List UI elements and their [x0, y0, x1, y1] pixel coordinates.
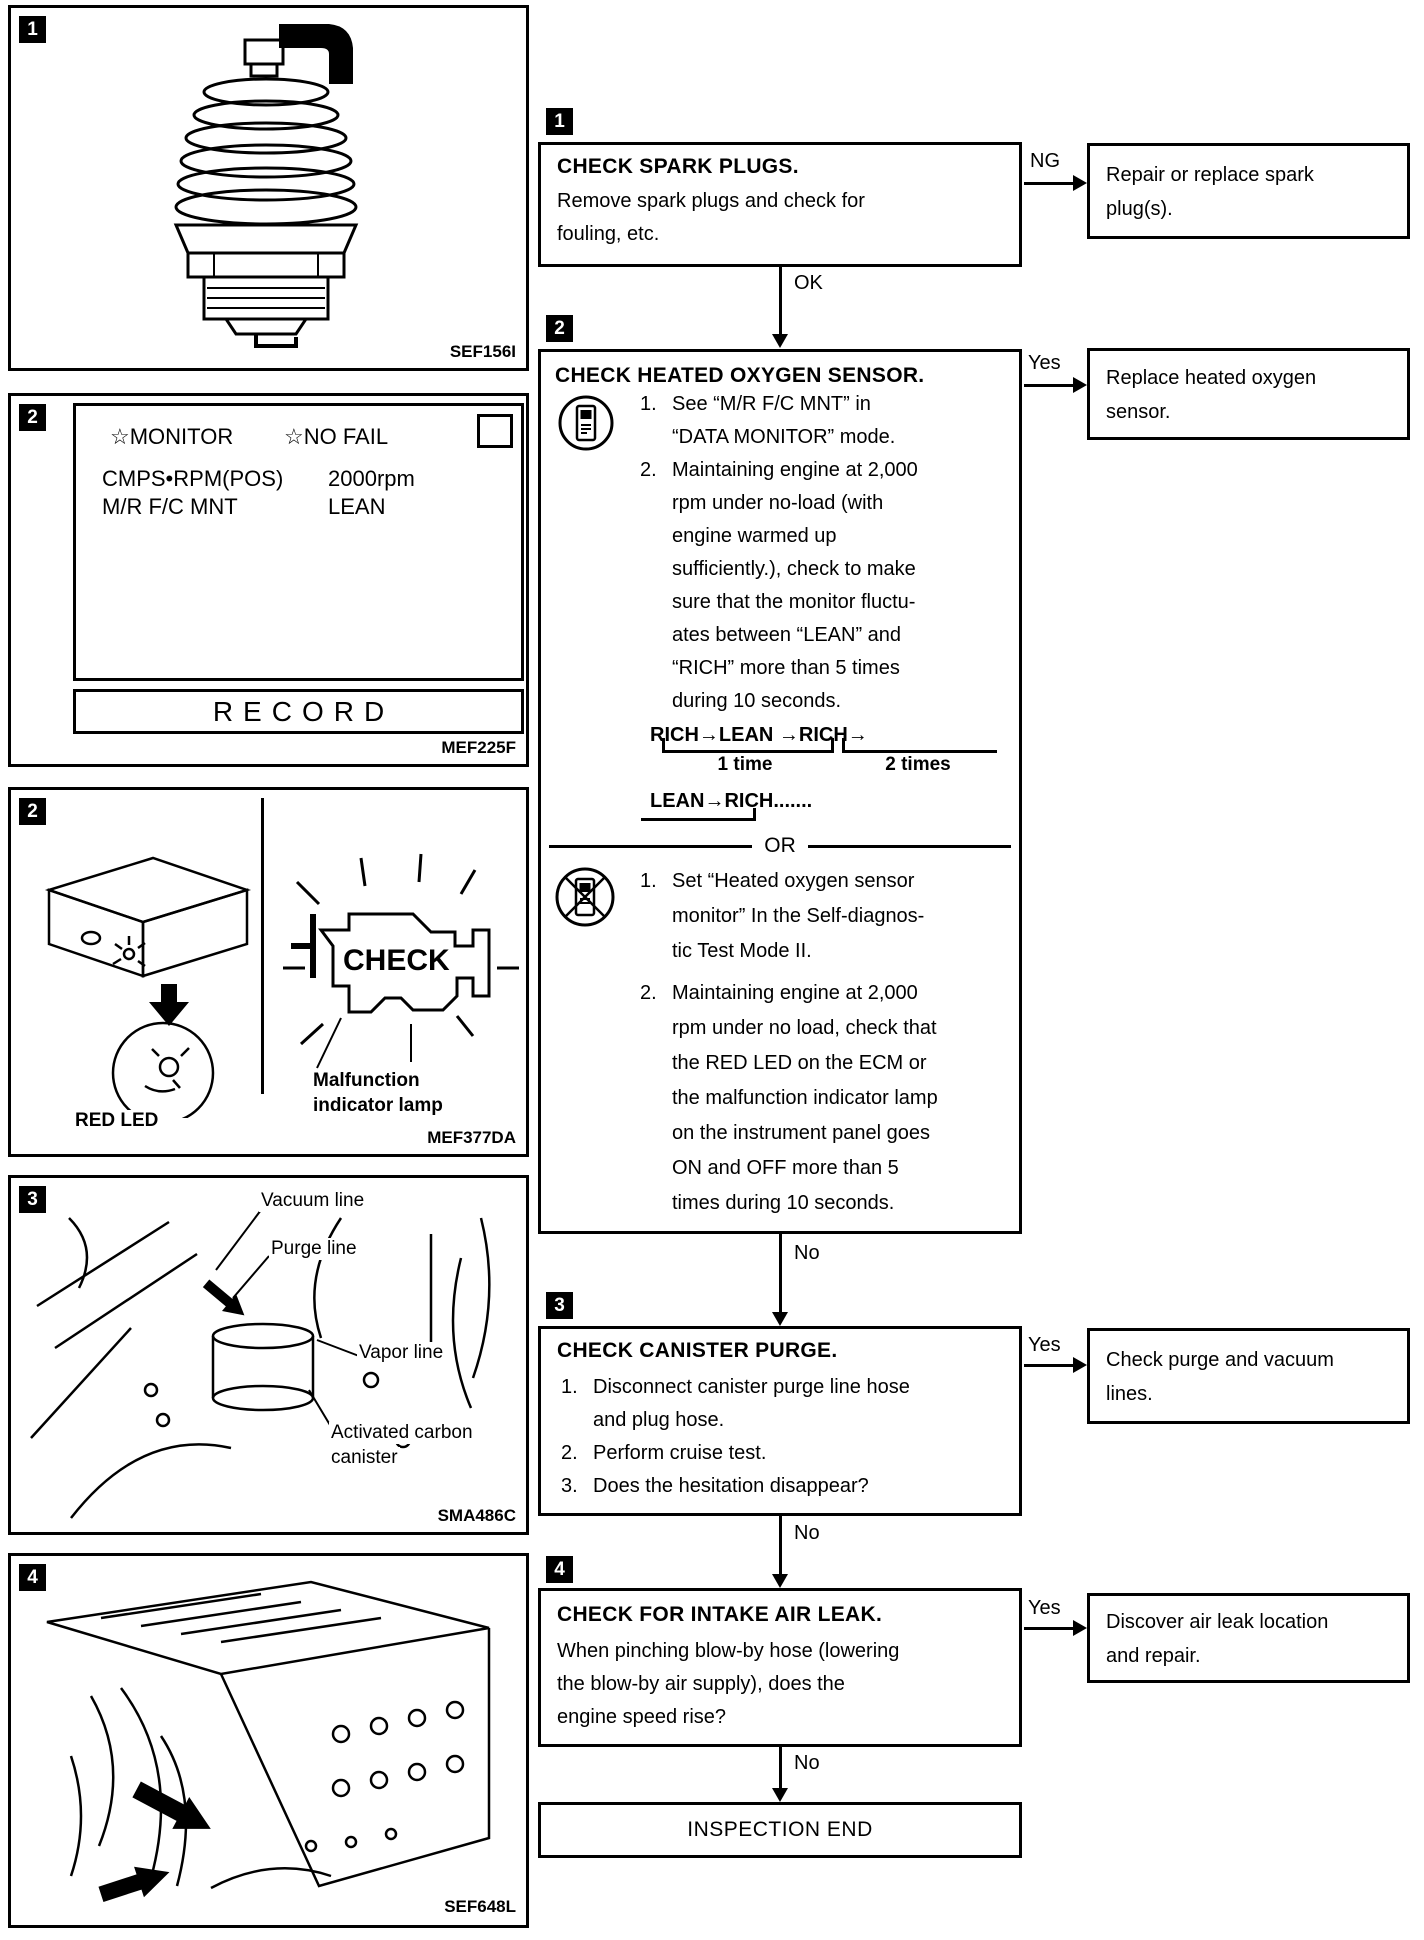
sec1-item2-text: Maintaining engine at 2,000 rpm under no-load (with engine warmed up sufficiently.), check to make sure that the monitor fluctu- ates between “LEAN” and “RICH” more than 5 times during 10 seconds. — [672, 459, 918, 712]
step2-no-label: No — [794, 1242, 820, 1264]
lean-rich-bracket — [641, 808, 756, 821]
mil-label-line2: indicator lamp — [313, 1095, 443, 1116]
step3-no-label: No — [794, 1522, 820, 1544]
step3-title: CHECK CANISTER PURGE. — [557, 1339, 838, 1362]
step2-yes-connector — [1024, 384, 1076, 387]
figure-code: SEF156I — [449, 342, 516, 361]
sec1-item1-text: See “M/R F/C MNT” in “DATA MONITOR” mode. — [672, 393, 896, 448]
step4-title: CHECK FOR INTAKE AIR LEAK. — [557, 1603, 883, 1626]
step4-yes-label: Yes — [1028, 1597, 1061, 1619]
step3-item1-num: 1. — [561, 1376, 578, 1398]
arrow-down-icon — [772, 334, 788, 348]
step4-no-label: No — [794, 1752, 820, 1774]
canister-label-line1: Activated carbon — [331, 1422, 473, 1443]
panel-consult-monitor — [8, 393, 529, 767]
sec1-item1-num: 1. — [640, 393, 657, 415]
vapor-line-label: Vapor line — [359, 1342, 444, 1363]
or-divider — [549, 834, 1011, 858]
one-time-label: 1 time — [717, 754, 773, 775]
step3-item2-text: Perform cruise test. — [593, 1442, 767, 1464]
consult-screen — [73, 403, 524, 681]
monitor-row-label: CMPS•RPM(POS) — [102, 466, 284, 491]
arrow-right-icon — [1073, 175, 1087, 191]
sec2-item1-num: 1. — [640, 870, 657, 892]
panel5-badge: 4 — [19, 1564, 46, 1591]
step3-box — [538, 1326, 1022, 1516]
figure-code: MEF377DA — [427, 1128, 516, 1147]
result3-box: Check purge and vacuum lines. — [1087, 1328, 1410, 1424]
result4-box: Discover air leak location and repair. — [1087, 1593, 1410, 1683]
arrow-right-icon — [1073, 1620, 1087, 1636]
sec2-item2-text: Maintaining engine at 2,000 rpm under no load, check that the RED LED on the ECM or the malfunction indicator lamp on the instrument panel goes ON and OFF more than 5 times during 10 seconds. — [672, 982, 938, 1214]
monitor-flag-box — [477, 414, 513, 448]
inspection-end-box — [538, 1802, 1022, 1858]
canister-label-line2: canister — [331, 1447, 398, 1468]
step2-down-connector — [779, 1234, 782, 1312]
rich-lean-line: RICH→LEAN →RICH→ — [650, 724, 868, 746]
arrow-right-icon — [1073, 1357, 1087, 1373]
monitor-row-value: 2000rpm — [328, 466, 415, 491]
spark-plug-icon — [11, 8, 526, 348]
monitor-header: ☆MONITOR — [110, 424, 234, 449]
step1-ng-label: NG — [1030, 150, 1060, 172]
panel-spark-plug — [8, 5, 529, 371]
step3-yes-label: Yes — [1028, 1334, 1061, 1356]
step3-yes-connector — [1024, 1364, 1076, 1367]
figure-code: SMA486C — [437, 1506, 516, 1525]
panel-red-led-mil — [8, 787, 529, 1157]
sec2-item1-text: Set “Heated oxygen sensor monitor” In the Self-diagnos- tic Test Mode II. — [672, 870, 925, 962]
engine-blowby-icon — [11, 1556, 526, 1925]
monitor-row-label: M/R F/C MNT — [102, 494, 238, 519]
panel3-badge: 2 — [19, 798, 46, 825]
figure-code: MEF225F — [441, 738, 516, 757]
vacuum-line-label: Vacuum line — [261, 1190, 365, 1211]
step4-yes-connector — [1024, 1627, 1076, 1630]
step4-body: When pinching blow-by hose (lowering the blow-by air supply), does the engine speed rise? — [557, 1640, 900, 1728]
consult-tester-icon — [557, 394, 615, 452]
result1-box: Repair or replace spark plug(s). — [1087, 143, 1410, 239]
panel-canister — [8, 1175, 529, 1535]
panel-engine-blowby — [8, 1553, 529, 1928]
monitor-row-value: LEAN — [328, 494, 386, 519]
step4-badge: 4 — [546, 1556, 573, 1583]
step3-item3-text: Does the hesitation disappear? — [593, 1475, 869, 1497]
no-fail-header: ☆NO FAIL — [284, 424, 389, 449]
panel1-badge: 1 — [19, 16, 46, 43]
step4-down-connector — [779, 1747, 782, 1789]
step4-box — [538, 1588, 1022, 1747]
mil-label-line1: Malfunction — [313, 1070, 420, 1091]
no-consult-tester-icon — [554, 866, 616, 928]
step1-box — [538, 142, 1022, 267]
step2-title: CHECK HEATED OXYGEN SENSOR. — [555, 364, 925, 387]
step2-yes-label: Yes — [1028, 352, 1061, 374]
step2-box — [538, 349, 1022, 1234]
step1-down-connector — [779, 267, 782, 335]
arrow-right-icon — [1073, 377, 1087, 393]
step1-ng-connector — [1024, 182, 1076, 185]
step3-item3-num: 3. — [561, 1475, 578, 1497]
step3-badge: 3 — [546, 1292, 573, 1319]
one-time-bracket — [662, 738, 834, 753]
step2-badge: 2 — [546, 315, 573, 342]
step1-title: CHECK SPARK PLUGS. — [557, 155, 799, 178]
two-times-label: 2 times — [885, 754, 951, 775]
step1-ok-label: OK — [794, 272, 823, 294]
step3-down-connector — [779, 1516, 782, 1576]
engine-bay-icon — [11, 1178, 526, 1532]
or-label: OR — [764, 834, 796, 857]
ecm-box-icon — [11, 818, 261, 1118]
step3-item1-text: Disconnect canister purge line hose and plug hose. — [593, 1376, 910, 1431]
step1-badge: 1 — [546, 108, 573, 135]
inspection-end-label: INSPECTION END — [687, 1818, 873, 1841]
lean-rich-line: LEAN→RICH....... — [650, 790, 813, 812]
result2-box: Replace heated oxygen sensor. — [1087, 348, 1410, 440]
red-led-label: RED LED — [75, 1110, 159, 1131]
panel4-badge: 3 — [19, 1186, 46, 1213]
record-button — [73, 689, 524, 734]
step1-body: Remove spark plugs and check for fouling, etc. — [557, 190, 865, 245]
arrow-down-icon — [772, 1574, 788, 1588]
sec2-item2-num: 2. — [640, 982, 657, 1004]
check-lamp-text: CHECK — [343, 944, 450, 977]
sec1-item2-num: 2. — [640, 459, 657, 481]
purge-line-label: Purge line — [271, 1238, 357, 1259]
record-label: RECORD — [212, 695, 395, 727]
step3-item2-num: 2. — [561, 1442, 578, 1464]
figure-code: SEF648L — [444, 1897, 516, 1916]
two-times-bracket — [842, 738, 997, 753]
arrow-down-icon — [772, 1788, 788, 1802]
arrow-down-icon — [772, 1312, 788, 1326]
panel2-badge: 2 — [19, 404, 46, 431]
